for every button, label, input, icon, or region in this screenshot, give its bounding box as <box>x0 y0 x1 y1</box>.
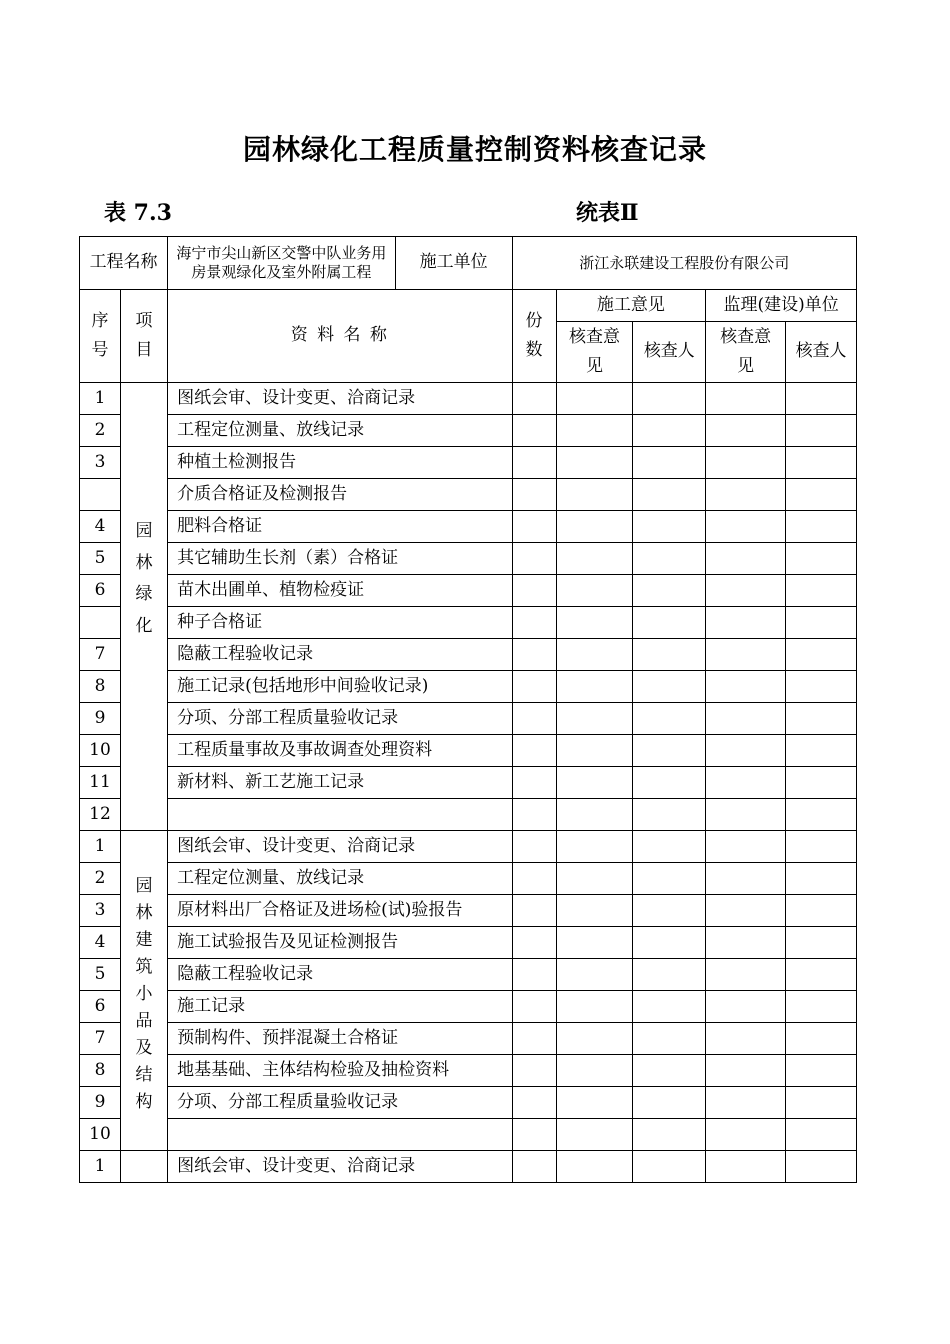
row-supervision-checker <box>786 543 857 575</box>
header-checker: 核查人 <box>633 322 706 383</box>
table-row <box>80 511 857 543</box>
row-doc-name: 分项、分部工程质量验收记录 <box>168 1087 512 1119</box>
row-copies <box>512 543 556 575</box>
header-item: 项 目 <box>120 290 167 383</box>
table-row <box>80 575 857 607</box>
header-construction-opinion: 施工意见 <box>556 290 706 322</box>
row-supervision-check-opinion <box>706 959 786 991</box>
row-copies <box>512 863 556 895</box>
table-row <box>80 735 857 767</box>
row-copies <box>512 1055 556 1087</box>
row-seq: 6 <box>80 991 121 1023</box>
row-seq: 5 <box>80 959 121 991</box>
row-supervision-check-opinion <box>706 799 786 831</box>
row-construction-checker <box>633 383 706 415</box>
row-supervision-check-opinion <box>706 415 786 447</box>
page-title: 园林绿化工程质量控制资料核查记录 <box>242 133 707 166</box>
row-construction-checker <box>633 1087 706 1119</box>
row-copies <box>512 639 556 671</box>
row-construction-checker <box>633 1055 706 1087</box>
row-copies <box>512 927 556 959</box>
row-construction-checker <box>633 671 706 703</box>
row-construction-checker <box>633 607 706 639</box>
row-seq: 8 <box>80 671 121 703</box>
row-copies <box>512 767 556 799</box>
row-seq: 7 <box>80 639 121 671</box>
row-supervision-check-opinion <box>706 607 786 639</box>
row-doc-name: 施工记录(包括地形中间验收记录) <box>168 671 512 703</box>
row-construction-check-opinion <box>556 735 633 767</box>
row-construction-checker <box>633 703 706 735</box>
row-doc-name: 工程定位测量、放线记录 <box>168 415 512 447</box>
row-seq: 1 <box>80 831 121 863</box>
header-checker-2: 核查人 <box>786 322 857 383</box>
row-construction-checker <box>633 1023 706 1055</box>
row-supervision-checker <box>786 991 857 1023</box>
row-seq: 12 <box>80 799 121 831</box>
row-seq <box>80 607 121 639</box>
row-doc-name: 隐蔽工程验收记录 <box>168 639 512 671</box>
table-number: 表 7.3 <box>104 200 172 226</box>
row-copies <box>512 831 556 863</box>
row-supervision-checker <box>786 479 857 511</box>
row-supervision-check-opinion <box>706 991 786 1023</box>
row-copies <box>512 511 556 543</box>
row-supervision-checker <box>786 927 857 959</box>
row-supervision-check-opinion <box>706 895 786 927</box>
table-row <box>80 831 857 863</box>
row-doc-name: 预制构件、预拌混凝土合格证 <box>168 1023 512 1055</box>
row-construction-checker <box>633 927 706 959</box>
row-copies <box>512 447 556 479</box>
row-seq: 1 <box>80 1151 121 1183</box>
row-supervision-checker <box>786 383 857 415</box>
row-doc-name <box>168 799 512 831</box>
row-construction-check-opinion <box>556 1087 633 1119</box>
header-doc-name: 资 料 名 称 <box>168 290 512 383</box>
row-doc-name: 分项、分部工程质量验收记录 <box>168 703 512 735</box>
row-construction-check-opinion <box>556 511 633 543</box>
table-row <box>80 767 857 799</box>
row-doc-name: 图纸会审、设计变更、洽商记录 <box>168 383 512 415</box>
row-supervision-check-opinion <box>706 1119 786 1151</box>
row-construction-checker <box>633 959 706 991</box>
row-seq: 3 <box>80 895 121 927</box>
row-doc-name: 其它辅助生长剂（素）合格证 <box>168 543 512 575</box>
row-supervision-check-opinion <box>706 703 786 735</box>
row-construction-check-opinion <box>556 575 633 607</box>
row-supervision-checker <box>786 415 857 447</box>
header-check-opinion: 核查意 见 <box>556 322 633 383</box>
row-supervision-checker <box>786 1055 857 1087</box>
row-supervision-checker <box>786 703 857 735</box>
table-row <box>80 607 857 639</box>
row-construction-check-opinion <box>556 863 633 895</box>
row-doc-name: 工程定位测量、放线记录 <box>168 863 512 895</box>
row-doc-name: 隐蔽工程验收记录 <box>168 959 512 991</box>
row-doc-name: 种植土检测报告 <box>168 447 512 479</box>
row-seq: 9 <box>80 1087 121 1119</box>
row-seq: 5 <box>80 543 121 575</box>
row-supervision-check-opinion <box>706 639 786 671</box>
row-copies <box>512 991 556 1023</box>
row-supervision-checker <box>786 799 857 831</box>
row-copies <box>512 671 556 703</box>
row-construction-check-opinion <box>556 1023 633 1055</box>
row-seq: 8 <box>80 1055 121 1087</box>
row-supervision-check-opinion <box>706 1055 786 1087</box>
project-info-row <box>80 237 857 290</box>
row-supervision-checker <box>786 1023 857 1055</box>
row-supervision-check-opinion <box>706 479 786 511</box>
row-supervision-checker <box>786 575 857 607</box>
row-seq: 9 <box>80 703 121 735</box>
row-construction-checker <box>633 415 706 447</box>
row-construction-checker <box>633 1119 706 1151</box>
row-copies <box>512 607 556 639</box>
row-construction-checker <box>633 895 706 927</box>
row-supervision-checker <box>786 1119 857 1151</box>
table-row <box>80 703 857 735</box>
row-supervision-checker <box>786 863 857 895</box>
row-supervision-check-opinion <box>706 1151 786 1183</box>
table-row <box>80 959 857 991</box>
row-construction-checker <box>633 831 706 863</box>
row-construction-checker <box>633 447 706 479</box>
row-construction-check-opinion <box>556 959 633 991</box>
row-supervision-checker <box>786 1151 857 1183</box>
row-supervision-check-opinion <box>706 735 786 767</box>
row-construction-check-opinion <box>556 543 633 575</box>
row-construction-check-opinion <box>556 671 633 703</box>
row-doc-name: 施工试验报告及见证检测报告 <box>168 927 512 959</box>
row-construction-checker <box>633 991 706 1023</box>
row-supervision-check-opinion <box>706 767 786 799</box>
row-construction-checker <box>633 799 706 831</box>
row-construction-checker <box>633 639 706 671</box>
row-doc-name: 图纸会审、设计变更、洽商记录 <box>168 831 512 863</box>
row-construction-check-opinion <box>556 767 633 799</box>
row-seq: 11 <box>80 767 121 799</box>
row-supervision-checker <box>786 447 857 479</box>
row-construction-checker <box>633 543 706 575</box>
table-row <box>80 543 857 575</box>
header-supervision-unit: 监理(建设)单位 <box>706 290 857 322</box>
row-construction-checker <box>633 1151 706 1183</box>
row-copies <box>512 799 556 831</box>
table-row <box>80 1023 857 1055</box>
row-seq: 2 <box>80 415 121 447</box>
row-seq: 3 <box>80 447 121 479</box>
row-construction-check-opinion <box>556 447 633 479</box>
table-row <box>80 447 857 479</box>
row-construction-checker <box>633 735 706 767</box>
row-doc-name: 图纸会审、设计变更、洽商记录 <box>168 1151 512 1183</box>
row-doc-name: 地基基础、主体结构检验及抽检资料 <box>168 1055 512 1087</box>
group-label: 园 林 建 筑 小 品 及 结 构 <box>120 831 167 1151</box>
row-supervision-checker <box>786 607 857 639</box>
row-copies <box>512 959 556 991</box>
table-row <box>80 799 857 831</box>
table-row <box>80 895 857 927</box>
table-row <box>80 1151 857 1183</box>
table-row <box>80 927 857 959</box>
row-construction-check-opinion <box>556 607 633 639</box>
row-copies <box>512 895 556 927</box>
row-construction-check-opinion <box>556 1151 633 1183</box>
row-seq: 1 <box>80 383 121 415</box>
group-label <box>120 1151 167 1183</box>
row-supervision-check-opinion <box>706 1023 786 1055</box>
row-construction-checker <box>633 511 706 543</box>
table-row <box>80 1119 857 1151</box>
row-doc-name <box>168 1119 512 1151</box>
inspection-record-table <box>79 236 857 1183</box>
table-continuation-label: 统表Ⅱ <box>576 200 639 226</box>
row-construction-check-opinion <box>556 415 633 447</box>
table-row <box>80 671 857 703</box>
row-supervision-checker <box>786 639 857 671</box>
row-doc-name: 苗木出圃单、植物检疫证 <box>168 575 512 607</box>
row-seq: 10 <box>80 1119 121 1151</box>
row-construction-check-opinion <box>556 1055 633 1087</box>
row-seq <box>80 479 121 511</box>
row-construction-check-opinion <box>556 927 633 959</box>
row-seq: 10 <box>80 735 121 767</box>
row-copies <box>512 703 556 735</box>
row-doc-name: 原材料出厂合格证及进场检(试)验报告 <box>168 895 512 927</box>
row-seq: 4 <box>80 511 121 543</box>
row-construction-check-opinion <box>556 895 633 927</box>
row-supervision-checker <box>786 895 857 927</box>
row-supervision-checker <box>786 767 857 799</box>
row-supervision-check-opinion <box>706 927 786 959</box>
row-construction-check-opinion <box>556 703 633 735</box>
row-supervision-checker <box>786 671 857 703</box>
row-supervision-check-opinion <box>706 575 786 607</box>
row-construction-check-opinion <box>556 639 633 671</box>
row-construction-checker <box>633 575 706 607</box>
row-supervision-checker <box>786 831 857 863</box>
row-construction-check-opinion <box>556 799 633 831</box>
table-row <box>80 1087 857 1119</box>
row-doc-name: 介质合格证及检测报告 <box>168 479 512 511</box>
row-supervision-checker <box>786 735 857 767</box>
row-construction-check-opinion <box>556 831 633 863</box>
row-construction-check-opinion <box>556 479 633 511</box>
row-supervision-check-opinion <box>706 543 786 575</box>
table-row <box>80 639 857 671</box>
row-construction-check-opinion <box>556 383 633 415</box>
row-supervision-check-opinion <box>706 863 786 895</box>
table-row <box>80 991 857 1023</box>
row-seq: 4 <box>80 927 121 959</box>
row-supervision-check-opinion <box>706 671 786 703</box>
row-copies <box>512 415 556 447</box>
table-row <box>80 1055 857 1087</box>
header-check-opinion-2: 核查意 见 <box>706 322 786 383</box>
row-doc-name: 施工记录 <box>168 991 512 1023</box>
row-supervision-checker <box>786 959 857 991</box>
row-supervision-check-opinion <box>706 511 786 543</box>
project-name-label: 工程名称 <box>80 237 168 290</box>
row-supervision-checker <box>786 511 857 543</box>
header-copies: 份 数 <box>512 290 556 383</box>
row-copies <box>512 575 556 607</box>
row-supervision-check-opinion <box>706 1087 786 1119</box>
row-doc-name: 工程质量事故及事故调查处理资料 <box>168 735 512 767</box>
row-construction-checker <box>633 767 706 799</box>
header-seq: 序 号 <box>80 290 121 383</box>
table-row <box>80 383 857 415</box>
row-seq: 7 <box>80 1023 121 1055</box>
row-supervision-checker <box>786 1087 857 1119</box>
group-label: 园 林 绿 化 <box>120 383 167 831</box>
table-row <box>80 479 857 511</box>
contractor-value: 浙江永联建设工程股份有限公司 <box>512 237 856 290</box>
row-doc-name: 种子合格证 <box>168 607 512 639</box>
row-construction-check-opinion <box>556 1119 633 1151</box>
row-copies <box>512 1023 556 1055</box>
row-copies <box>512 1151 556 1183</box>
row-copies <box>512 479 556 511</box>
row-supervision-check-opinion <box>706 831 786 863</box>
header-row <box>80 290 857 322</box>
row-construction-check-opinion <box>556 991 633 1023</box>
row-seq: 6 <box>80 575 121 607</box>
row-copies <box>512 1087 556 1119</box>
table-row <box>80 415 857 447</box>
contractor-label: 施工单位 <box>395 237 512 290</box>
row-copies <box>512 735 556 767</box>
row-doc-name: 肥料合格证 <box>168 511 512 543</box>
table-row <box>80 863 857 895</box>
project-name-value: 海宁市尖山新区交警中队业务用房景观绿化及室外附属工程 <box>168 237 396 290</box>
row-supervision-check-opinion <box>706 447 786 479</box>
row-construction-checker <box>633 863 706 895</box>
row-supervision-check-opinion <box>706 383 786 415</box>
row-construction-checker <box>633 479 706 511</box>
row-doc-name: 新材料、新工艺施工记录 <box>168 767 512 799</box>
row-seq: 2 <box>80 863 121 895</box>
row-copies <box>512 1119 556 1151</box>
row-copies <box>512 383 556 415</box>
